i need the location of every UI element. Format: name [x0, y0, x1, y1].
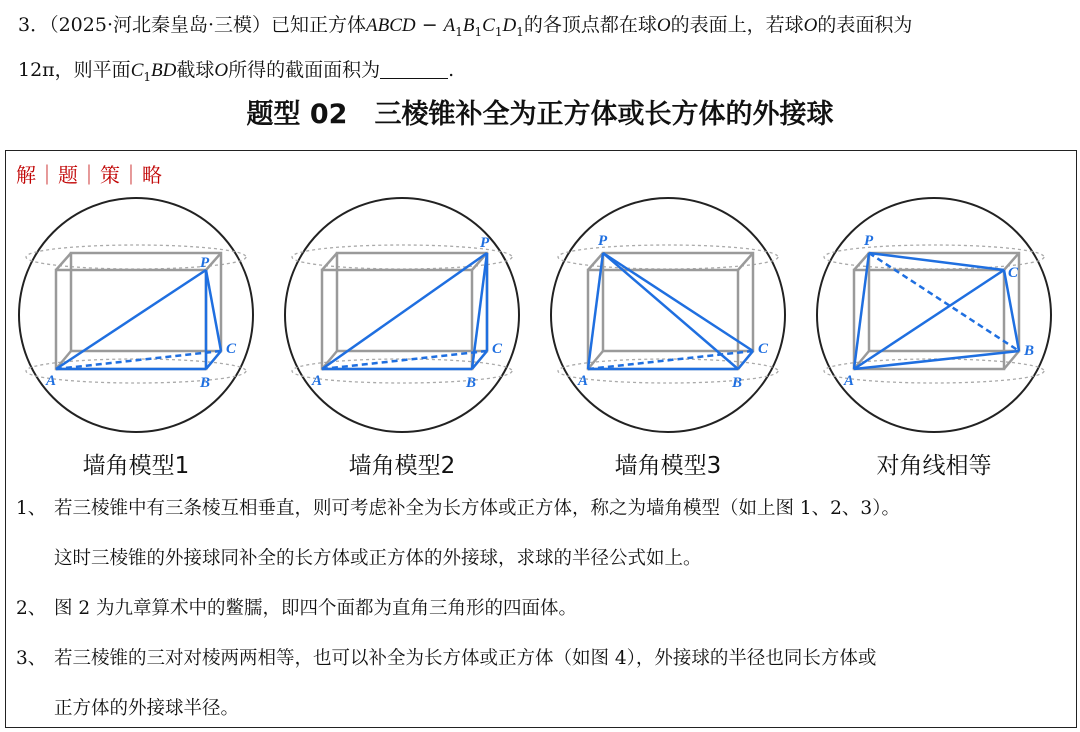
- figure-caption: 墙角模型1: [82, 453, 190, 479]
- strategy-box: [5, 150, 1077, 728]
- subscript: 1: [474, 24, 483, 39]
- question-text: 截球: [176, 59, 215, 81]
- subscript: 1: [494, 24, 503, 39]
- label-P: P: [864, 233, 874, 249]
- question-text: 的表面积为: [817, 14, 913, 36]
- cube-name: ABCD: [366, 15, 416, 36]
- question-text: 的各顶点都在球: [523, 14, 657, 36]
- figure-wall-corner-2: [282, 195, 522, 435]
- item-2-line-1: 图 2 为九章算术中的鳖臑，即四个面都为直角三角形的四面体。: [54, 598, 578, 619]
- question-text: 所得的截面面积为: [228, 59, 381, 81]
- sphere-name: O: [214, 60, 229, 81]
- label-B: B: [200, 375, 211, 391]
- label-P: P: [598, 233, 608, 249]
- subscript: 1: [143, 69, 152, 84]
- question-line-2: [18, 55, 454, 84]
- item-1-line-2: 这时三棱锥的外接球同补全的长方体或正方体的外接球，求球的半径公式如上。: [54, 548, 702, 569]
- label-A: A: [46, 373, 57, 389]
- label-B: B: [732, 375, 743, 391]
- cube-vertex: A: [443, 15, 456, 36]
- question-source: （2025·河北秦皇岛·三模）: [49, 14, 272, 36]
- label-B: B: [466, 375, 477, 391]
- label-A: A: [578, 373, 589, 389]
- item-1-line-1: 若三棱锥中有三条棱互相垂直，则可考虑补全为长方体或正方体，称之为墙角模型（如上图 1、2、3）。: [54, 498, 900, 519]
- figure-caption: 墙角模型3: [614, 453, 722, 479]
- label-A: A: [312, 373, 323, 389]
- question-text: 的表面上，若球: [670, 14, 804, 36]
- surface-area: 12π: [18, 59, 55, 81]
- cube-vertex: B: [462, 15, 475, 36]
- subscript: 1: [455, 24, 463, 39]
- item-number: 1、: [16, 498, 47, 519]
- figure-equal-diagonals: [814, 195, 1054, 435]
- sphere-name: O: [656, 15, 671, 36]
- item-number: 2、: [16, 598, 47, 619]
- question-line-1: [18, 10, 912, 39]
- item-3-line-1: 若三棱锥的三对对棱两两相等，也可以补全为长方体或正方体（如图 4），外接球的半径也同长方体或: [54, 648, 877, 669]
- cube-vertex: D: [502, 15, 517, 36]
- sphere-name: O: [803, 15, 818, 36]
- item-3-line-2: 正方体的外接球半径。: [54, 698, 240, 719]
- label-C: C: [492, 341, 503, 357]
- subscript: 1: [516, 24, 524, 39]
- label-P: P: [200, 255, 210, 271]
- dash: −: [415, 14, 444, 36]
- label-P: P: [480, 235, 490, 251]
- answer-blank[interactable]: [380, 60, 448, 79]
- question-text: 已知正方体: [271, 14, 367, 36]
- figure-wall-corner-3: [548, 195, 788, 435]
- figure-wall-corner-1: [16, 195, 256, 435]
- label-B: B: [1024, 343, 1035, 359]
- item-number: 3、: [16, 648, 47, 669]
- label-C: C: [1008, 265, 1019, 281]
- strategy-label: 解｜题｜策｜略: [16, 163, 163, 187]
- plane-vertex: BD: [151, 60, 177, 81]
- label-A: A: [844, 373, 855, 389]
- label-C: C: [758, 341, 769, 357]
- label-C: C: [226, 341, 237, 357]
- section-heading: 题型 02 三棱锥补全为正方体或长方体的外接球: [246, 99, 834, 130]
- period: .: [448, 59, 455, 81]
- plane-vertex: C: [130, 60, 144, 81]
- cube-vertex: C: [482, 15, 495, 36]
- question-text: ，则平面: [54, 59, 131, 81]
- figure-caption: 对角线相等: [876, 453, 992, 479]
- question-number: 3．: [18, 14, 50, 36]
- figure-caption: 墙角模型2: [348, 453, 456, 479]
